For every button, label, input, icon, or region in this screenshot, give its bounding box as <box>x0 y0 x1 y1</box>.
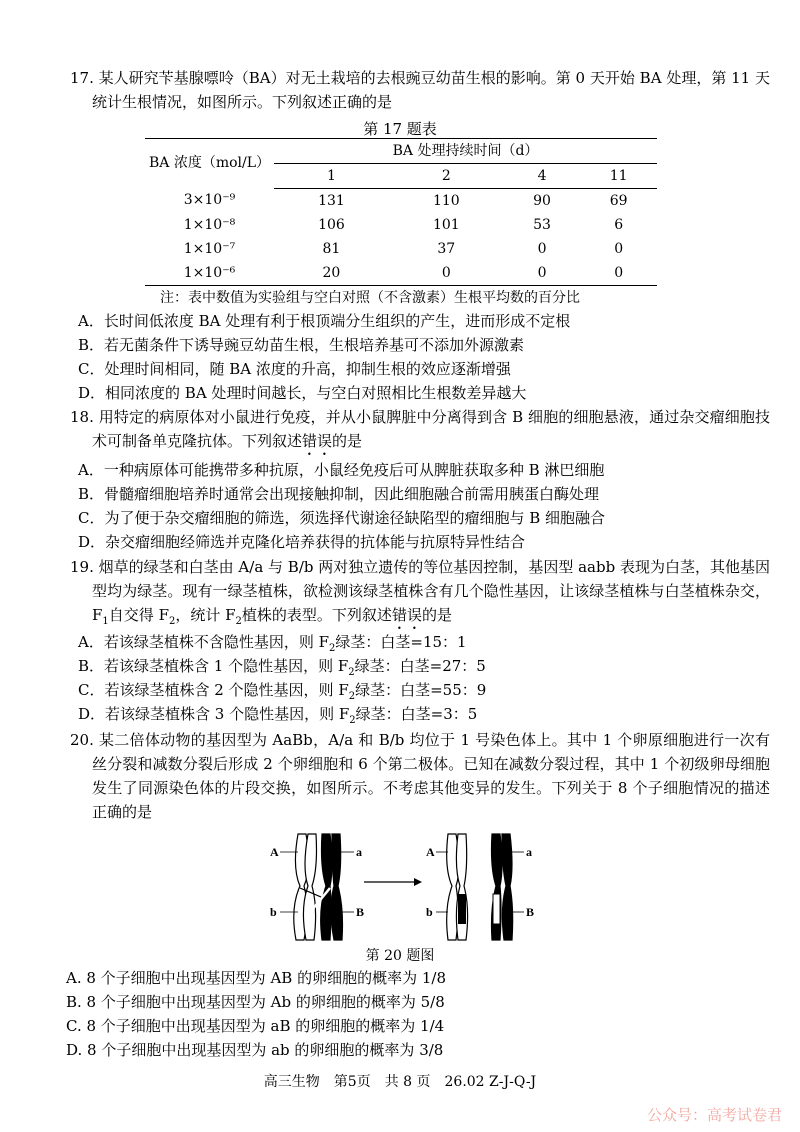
question-20-option-d: D. 8 个子细胞中出现基因型为 ab 的卵细胞的概率为 3/8 <box>66 1041 444 1059</box>
gene-label-B: B <box>356 905 365 919</box>
page-footer: 高三生物 第5页 共 8 页 26.02 Z-J-Q-J <box>263 1074 537 1090</box>
question-19-emphasis: 错误 <box>391 606 422 624</box>
table-row <box>145 213 657 237</box>
question-19-stem-text: ，统计 F <box>175 606 236 624</box>
black-chromatid-1 <box>321 834 332 940</box>
table-cell: 106 <box>318 216 345 233</box>
subscript: 2 <box>235 616 242 627</box>
question-20-stem: 20. 某二倍体动物的基因型为 AaBb，A/a 和 B/b 均位于 1 号染色体上。其中 1 个卵原细胞进行一次有丝分裂和减数分裂后形成 2 个卵细胞和 6 个第二极体。已知在减数分裂过程，其中 1 个初级卵母细胞发生了同源染色体的片段交换，如图所示。不考虑其他变异的发生。下列关于 8 个子细胞情况的描述正确的是 <box>70 731 770 821</box>
table-row <box>145 261 657 286</box>
table-17-title: 第 17 题表 <box>363 120 437 138</box>
question-17-option-b: B．若无菌条件下诱导豌豆幼苗生根，生根培养基可不添加外源激素 <box>78 336 525 354</box>
table-cell: 0 <box>537 240 547 257</box>
question-19 <box>70 555 770 633</box>
subscript: 2 <box>348 667 355 678</box>
table-cell-concentration: 1×10⁻⁶ <box>145 261 274 286</box>
subscript: 2 <box>168 616 176 627</box>
table-cell: 20 <box>274 261 389 286</box>
question-18-option-d: D．杂交瘤细胞经筛选并克隆化培养获得的抗体能与抗原特异性结合 <box>78 533 526 551</box>
question-19-stem-text: 19. 烟草的绿茎和白茎由 A/a 与 B/b 两对独立遗传的等位基因控制，基因型 aabb 表现为白茎，其他基因型均为绿茎。现有一绿茎植株，欲检测该绿茎植株含有几个隐性基因，让该绿茎植株与白茎植株杂交，F <box>70 558 770 624</box>
table-cell: 81 <box>322 240 341 257</box>
table-header-day: 2 <box>389 164 504 189</box>
option-text: 绿茎：白茎=55：9 <box>355 681 487 699</box>
table-cell: 0 <box>580 261 657 286</box>
question-18-stem-end: 的是 <box>332 432 363 450</box>
table-cell: 53 <box>533 216 551 233</box>
option-text: 绿茎：白茎=27：5 <box>354 657 486 675</box>
question-18-stem-text: 18. 用特定的病原体对小鼠进行免疫，并从小鼠脾脏中分离得到含 B 细胞的细胞悬液，通过杂交瘤细胞技术可制备单克隆抗体。下列叙述 <box>70 408 770 450</box>
question-19-option-a <box>78 630 768 654</box>
table-cell: 6 <box>614 216 624 233</box>
option-text: B．若该绿茎植株含 1 个隐性基因，则 F <box>78 657 349 675</box>
question-19-stem-text: 自交得 F <box>108 606 169 624</box>
question-17-option-a: A．长时间低浓度 BA 处理有利于根顶端分生组织的产生，进而形成不定根 <box>78 312 571 330</box>
black-chromatid-2 <box>331 834 343 940</box>
gene-label-b: b <box>270 905 277 919</box>
subscript: 1 <box>102 616 109 627</box>
chromosome-crossover-figure <box>260 828 560 946</box>
question-17-stem: 17. 某人研究苄基腺嘌呤（BA）对无土栽培的去根豌豆幼苗生根的影响。第 0 天开始 BA 处理，第 11 天统计生根情况，如图所示。下列叙述正确的是 <box>70 69 770 111</box>
chromosome-pair-after <box>426 834 534 940</box>
question-18 <box>70 405 770 459</box>
table-header-concentration: BA 浓度（mol/L） <box>145 139 274 189</box>
table-cell: 90 <box>533 192 551 209</box>
chromosome-pair-before <box>270 834 364 940</box>
gene-label-A: A <box>426 845 435 859</box>
subscript: 2 <box>348 691 356 702</box>
option-text: 绿茎：白茎=15：1 <box>335 633 467 651</box>
question-17-option-c: C．处理时间相同，随 BA 浓度的升高，抑制生根的效应逐渐增强 <box>78 360 511 378</box>
exchanged-segment-white <box>493 894 500 924</box>
question-19-stem-end: 的是 <box>421 606 452 624</box>
table-17 <box>145 138 657 286</box>
table-cell: 0 <box>614 240 624 257</box>
table-header-day: 11 <box>580 164 657 189</box>
table-cell-concentration: 1×10⁻⁷ <box>183 240 236 257</box>
exchanged-segment-black <box>458 894 466 924</box>
white-chromatid-2 <box>456 834 467 940</box>
subscript: 2 <box>349 715 356 726</box>
table-cell-concentration: 3×10⁻⁹ <box>183 192 236 209</box>
table-cell: 69 <box>609 192 628 209</box>
gene-label-a: a <box>356 845 362 859</box>
table-cell: 131 <box>318 192 345 209</box>
table-cell-concentration: 1×10⁻⁸ <box>183 216 236 233</box>
figure-20-caption: 第 20 题图 <box>365 948 435 964</box>
black-chromatid-2 <box>502 834 513 940</box>
option-text: 绿茎：白茎=3：5 <box>355 705 478 723</box>
question-19-option-d <box>78 702 768 726</box>
subscript: 2 <box>329 643 336 654</box>
table-17-note: 注：表中数值为实验组与空白对照（不含激素）生根平均数的百分比 <box>160 290 580 306</box>
question-17-option-d: D．相同浓度的 BA 处理时间越长，与空白对照相比生根数差异越大 <box>78 384 527 402</box>
table-row <box>145 189 657 214</box>
question-19-stem-text: 植株的表型。下列叙述 <box>241 606 392 624</box>
gene-label-A: A <box>270 845 279 859</box>
arrow-icon <box>364 878 422 886</box>
question-19-stem <box>70 555 770 633</box>
option-text: A．若该绿茎植株不含隐性基因，则 F <box>78 633 330 651</box>
table-cell: 0 <box>389 261 504 286</box>
watermark: 公众号：高考试卷君 <box>646 1106 782 1124</box>
question-18-option-c: C．为了便于杂交瘤细胞的筛选，须选择代谢途径缺陷型的瘤细胞与 B 细胞融合 <box>78 509 606 527</box>
question-18-option-b: B．骨髓瘤细胞培养时通常会出现接触抑制，因此细胞融合前需用胰蛋白酶处理 <box>78 485 600 503</box>
option-text: D．若该绿茎植株含 3 个隐性基因，则 F <box>78 705 350 723</box>
question-19-option-c <box>78 678 768 702</box>
table-row <box>145 237 657 261</box>
table-header-day: 1 <box>274 164 389 189</box>
table-header-duration: BA 处理持续时间（d） <box>274 139 657 164</box>
question-18-option-a: A．一种病原体可能携带多种抗原，小鼠经免疫后可从脾脏获取多种 B 淋巴细胞 <box>78 461 605 479</box>
gene-label-a: a <box>526 845 532 859</box>
table-cell: 0 <box>504 261 581 286</box>
question-20 <box>70 728 770 824</box>
option-text: C．若该绿茎植株含 2 个隐性基因，则 F <box>78 681 349 699</box>
gene-label-b: b <box>426 905 433 919</box>
question-20-option-c: C. 8 个子细胞中出现基因型为 aB 的卵细胞的概率为 1/4 <box>66 1017 445 1035</box>
question-20-option-a: A. 8 个子细胞中出现基因型为 AB 的卵细胞的概率为 1/8 <box>66 969 446 987</box>
table-cell: 101 <box>432 216 460 233</box>
gene-label-B: B <box>526 905 535 919</box>
table-header-day: 4 <box>504 164 581 189</box>
question-17 <box>70 66 770 114</box>
question-19-option-b <box>78 654 768 678</box>
white-chromatid-2 <box>303 834 316 940</box>
question-18-stem <box>70 405 770 459</box>
table-cell: 110 <box>432 192 460 209</box>
table-cell: 37 <box>437 240 456 257</box>
question-20-option-b: B. 8 个子细胞中出现基因型为 Ab 的卵细胞的概率为 5/8 <box>66 993 445 1011</box>
question-18-emphasis: 错误 <box>302 432 333 450</box>
